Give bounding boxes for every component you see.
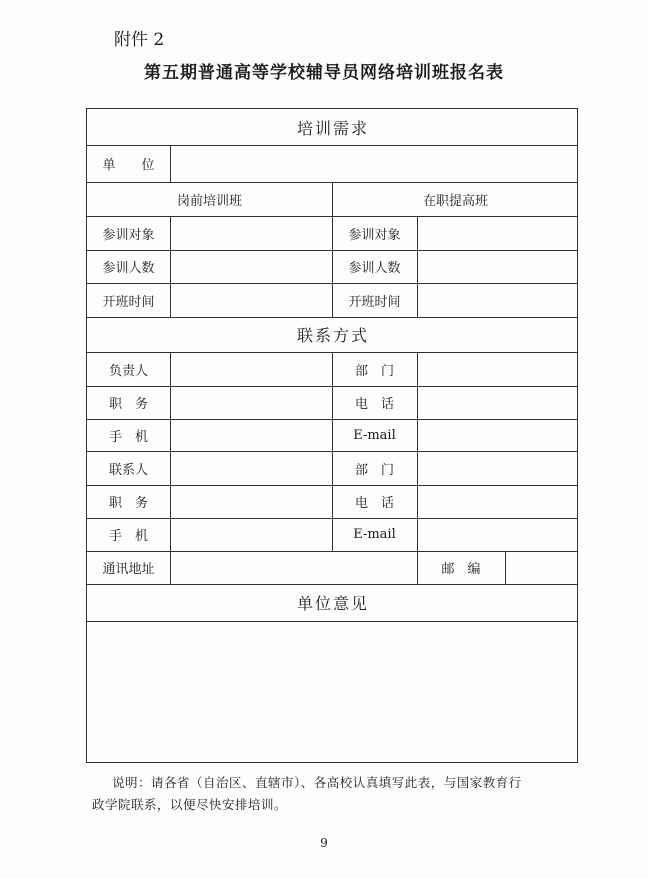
registration-form-table (86, 108, 578, 763)
in-service-target-label: 参训对象 (348, 227, 401, 243)
address-label: 通讯地址 (102, 562, 155, 577)
section-contact: 联系方式 (296, 326, 369, 345)
in-service-count-label: 参训人数 (348, 261, 401, 276)
section-training-needs: 培训需求 (296, 118, 369, 138)
note-line-1: 说明：请各省（自治区、直辖市）、各高校认真填写此表，与国家教育行 (112, 775, 522, 790)
phone-field[interactable] (418, 387, 578, 418)
position-field[interactable] (171, 387, 331, 418)
in-service-target-field[interactable] (418, 217, 578, 249)
unit-opinion-field[interactable] (88, 622, 578, 762)
pre-job-start-field[interactable] (171, 284, 331, 316)
pre-job-class-header: 岗前培训班 (176, 193, 242, 209)
page-number: 9 (320, 836, 328, 850)
phone-field-2[interactable] (418, 486, 578, 517)
pre-job-count-field[interactable] (171, 251, 331, 282)
postcode-field[interactable] (506, 552, 578, 583)
pre-job-count-label: 参训人数 (102, 261, 155, 276)
in-service-start-field[interactable] (418, 284, 578, 316)
mobile-label: 手 机 (108, 429, 148, 445)
position-label-2: 职 务 (108, 496, 148, 511)
department-label-2: 部 门 (354, 462, 394, 478)
phone-label-2: 电 话 (354, 496, 394, 511)
email-label-2: E-mail (353, 527, 396, 542)
postcode-label: 邮 编 (441, 562, 481, 577)
in-service-start-label: 开班时间 (348, 294, 401, 310)
contact-person-field[interactable] (171, 452, 331, 484)
department-field[interactable] (418, 353, 578, 385)
attachment-label: 附件 2 (114, 30, 165, 50)
in-service-class-header: 在职提高班 (422, 193, 488, 209)
person-in-charge-field[interactable] (171, 353, 331, 385)
address-field[interactable] (171, 552, 416, 583)
in-service-count-field[interactable] (418, 251, 578, 282)
mobile-label-2: 手 机 (108, 529, 148, 544)
form-title: 第五期普通高等学校辅导员网络培训班报名表 (144, 63, 504, 83)
section-unit-opinion: 单位意见 (296, 594, 369, 613)
mobile-field-2[interactable] (171, 519, 331, 550)
unit-label: 单 位 (102, 158, 155, 173)
position-label: 职 务 (108, 397, 148, 412)
note-line-2: 政学院联系，以便尽快安排培训。 (92, 797, 288, 812)
pre-job-start-label: 开班时间 (102, 294, 155, 310)
unit-field[interactable] (171, 146, 578, 181)
person-in-charge-label: 负责人 (108, 363, 148, 379)
mobile-field[interactable] (171, 420, 331, 450)
phone-label: 电 话 (354, 397, 394, 412)
email-label: E-mail (353, 427, 396, 443)
department-field-2[interactable] (418, 452, 578, 484)
department-label: 部 门 (354, 363, 394, 379)
contact-person-label: 联系人 (108, 462, 148, 478)
pre-job-target-label: 参训对象 (102, 227, 155, 243)
position-field-2[interactable] (171, 486, 331, 517)
email-field-2[interactable] (418, 519, 578, 550)
pre-job-target-field[interactable] (171, 217, 331, 249)
email-field[interactable] (418, 420, 578, 450)
